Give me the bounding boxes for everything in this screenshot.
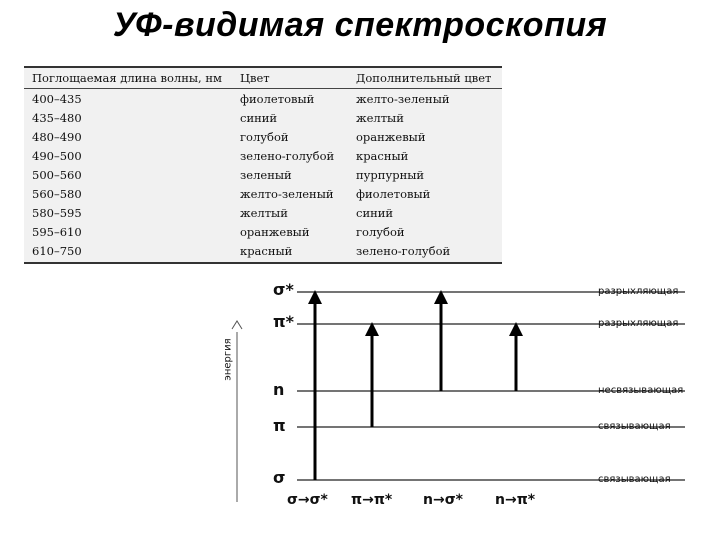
cell-color: красный — [240, 243, 293, 258]
transition-arrow-glyph: → — [297, 492, 310, 508]
transition-label-sigma-sigma-star — [287, 492, 328, 508]
cell-complementary: голубой — [356, 224, 405, 239]
cell-color: зелено-голубой — [240, 148, 335, 163]
cell-color: желто-зеленый — [240, 186, 334, 201]
cell-color: оранжевый — [240, 224, 310, 239]
cell-wavelength: 500–560 — [32, 167, 82, 182]
table-row — [24, 146, 502, 165]
cell-wavelength: 400–435 — [32, 91, 82, 106]
column-header-complementary: Дополнительный цвет — [348, 68, 502, 89]
cell-wavelength: 610–750 — [32, 243, 82, 258]
table-header-row — [24, 68, 502, 89]
transition-from: σ — [287, 492, 298, 508]
transition-label-pi-pi-star — [351, 492, 392, 508]
transition-label-n-pi-star — [495, 492, 535, 508]
cell-complementary: пурпурный — [356, 167, 425, 182]
table-row — [24, 89, 502, 109]
table-row — [24, 165, 502, 184]
table-row — [24, 184, 502, 203]
level-label-sigma: σ — [273, 468, 286, 487]
cell-color: зеленый — [240, 167, 292, 182]
column-header-color: Цвет — [232, 68, 348, 89]
cell-wavelength: 480–490 — [32, 129, 82, 144]
cell-complementary: оранжевый — [356, 129, 426, 144]
cell-complementary: красный — [356, 148, 409, 163]
transition-from: π — [351, 492, 363, 508]
cell-color: голубой — [240, 129, 289, 144]
transition-from: n — [423, 492, 433, 508]
cell-complementary: зелено-голубой — [356, 243, 451, 258]
level-description-pi-star: разрыхляющая — [598, 318, 679, 329]
table-row — [24, 108, 502, 127]
cell-color: фиолетовый — [240, 91, 315, 106]
table-row — [24, 222, 502, 241]
cell-complementary: синий — [356, 205, 394, 220]
transition-label-n-sigma-star — [423, 492, 463, 508]
table-row — [24, 127, 502, 146]
level-description-sigma-star: разрыхляющая — [598, 286, 679, 297]
level-description-sigma: связывающая — [598, 474, 671, 485]
color-table — [24, 66, 502, 264]
table-row — [24, 241, 502, 260]
level-label-pi-star: π* — [273, 312, 295, 331]
cell-wavelength: 595–610 — [32, 224, 82, 239]
energy-level-diagram — [215, 272, 695, 512]
transition-to: σ* — [309, 492, 328, 508]
cell-color: желтый — [240, 205, 288, 220]
cell-wavelength: 435–480 — [32, 110, 82, 125]
cell-color: синий — [240, 110, 278, 125]
energy-axis-arrowhead — [232, 321, 242, 329]
level-description-n: несвязывающая — [598, 385, 684, 396]
cell-wavelength: 490–500 — [32, 148, 82, 163]
cell-complementary: желтый — [356, 110, 404, 125]
transition-to: σ* — [444, 492, 463, 508]
cell-wavelength: 560–580 — [32, 186, 82, 201]
transition-arrow-glyph: → — [432, 492, 445, 508]
cell-complementary: желто-зеленый — [356, 91, 450, 106]
table-row — [24, 203, 502, 222]
transition-arrow-glyph: → — [362, 492, 374, 508]
level-description-pi: связывающая — [598, 421, 671, 432]
transition-arrow-glyph: → — [504, 492, 517, 508]
transition-to: π* — [373, 492, 393, 508]
energy-axis-label: энергия — [222, 338, 234, 381]
transition-to: π* — [516, 492, 536, 508]
level-label-n: n — [273, 380, 285, 399]
column-header-wavelength: Поглощаемая длина волны, нм — [24, 68, 232, 89]
cell-wavelength: 580–595 — [32, 205, 82, 220]
level-label-pi: π — [273, 416, 286, 435]
page-title: УФ-видимая спектроскопия — [112, 6, 608, 44]
level-label-sigma-star: σ* — [273, 280, 294, 299]
transition-from: n — [495, 492, 505, 508]
cell-complementary: фиолетовый — [356, 186, 431, 201]
